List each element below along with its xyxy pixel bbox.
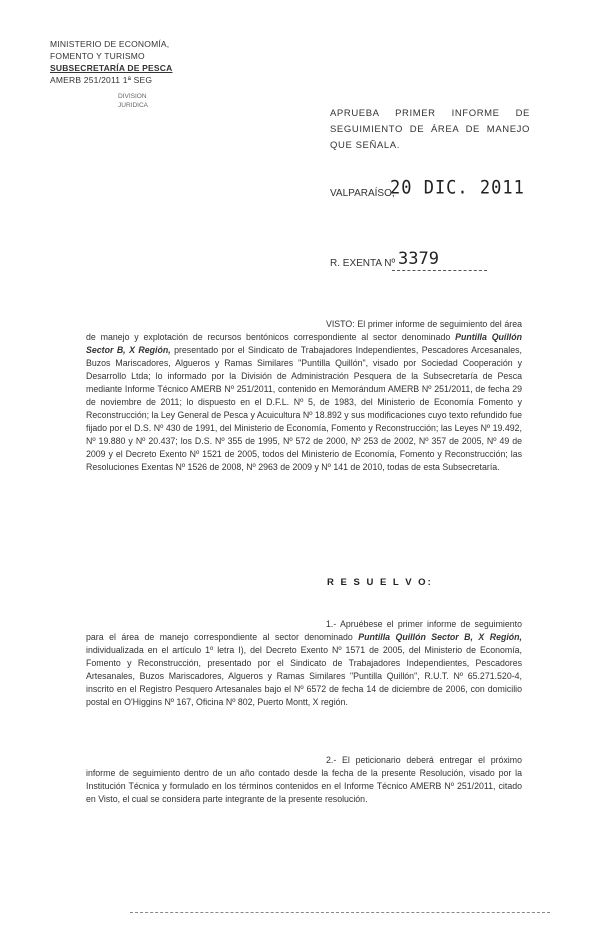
letterhead-ministry-2: FOMENTO Y TURISMO (50, 51, 145, 61)
date-stamp: 20 DIC. 2011 (390, 177, 525, 199)
item-1-text-1: 1.- Apruébese el primer informe de seguimiento para el área de manejo correspondiente al sector denominado (86, 619, 522, 642)
item-1-paragraph (86, 618, 522, 709)
division-stamp (118, 92, 170, 110)
item-2-text: 2.- El peticionario deberá entregar el próximo informe de seguimiento dentro de un año contado desde la fecha de la presente Resolución, visado por la Institución Técnica y formulado en los términos contenidos en el Informe Técnico AMERB Nº 251/2011, citado en Visto, el cual se considera parte integrante de la presente resolución. (86, 755, 522, 804)
visto-sector: Puntilla Quillón Sector B, X Región, (86, 332, 522, 355)
exenta-label: R. EXENTA Nº (330, 258, 396, 269)
letterhead (50, 38, 172, 86)
stamp-line-1: DIVISION (118, 93, 147, 100)
letterhead-reference: AMERB 251/2011 1ª SEG (50, 75, 153, 85)
exenta-number: 3379 (398, 249, 439, 269)
letterhead-ministry: MINISTERIO DE ECONOMÍA, (50, 39, 170, 49)
place-label: VALPARAÍSO, (330, 188, 395, 199)
exenta-underline (392, 270, 487, 271)
visto-paragraph (86, 318, 522, 474)
visto-text-2: presentado por el Sindicato de Trabajadores Independientes, Pescadores Arcesanales, Buzos Mariscadores, Algueros y Ramas Similares "Puntilla Quillón", visado por Sociedad Cooperación y Desarrollo Ltda; lo informado por la División de Administración Pesquera de la Subsecretaría de Pesca mediante Informe Técnico AMERB Nº 251/2011, contenido en Memorándum AMERB Nº 251/2011, de fecha 29 de noviembre de 2011; lo dispuesto en el D.F.L. Nº 5, de 1983, del Ministerio de Economía Fomento y Reconstrucción; la Ley General de Pesca y Acuicultura Nº 18.892 y sus modificaciones cuyo texto refundido fue fijado por el D.S. Nº 430 de 1991, del Ministerio de Economía, Fomento y Reconstrucción; las Leyes Nº 19.492, Nº 19.880 y Nº 20.437; los D.S. Nº 355 de 1995, Nº 572 de 2000, Nº 253 de 2002, Nº 357 de 2005, Nº 49 de 2009 y el Decreto Exento Nº 1521 de 2005, todos del Ministerio de Economía, Fomento y Reconstrucción; las Resoluciones Exentas Nº 1526 de 2008, Nº 2963 de 2009 y Nº 141 de 2010, todas de esta Subsecretaría. (86, 345, 522, 472)
item-1-text-2: individualizada en el artículo 1º letra I), del Decreto Exento Nº 1571 de 2005, del Ministerio de Economía, Fomento y Reconstrucción, presentado por el Sindicato de Trabajadores Independientes, Pescadores Artesanales, Buzos Mariscadores, Algueros y Ramas Similares "Puntilla Quillón", R.U.T. Nº 65.271.520-4, inscrito en el Registro Pesquero Artesanales bajo el Nº 6572 de fecha 14 de diciembre de 2006, con domicilio postal en O'Higgins Nº 167, Oficina Nº 802, Puerto Montt, X región. (86, 645, 522, 707)
footer-dashed-line (130, 912, 550, 913)
item-2-paragraph (86, 754, 522, 806)
letterhead-subsecretaria: SUBSECRETARÍA DE PESCA (50, 63, 173, 73)
stamp-line-2: JURIDICA (118, 102, 148, 109)
resuelvo-heading: R E S U E L V O: (327, 577, 433, 588)
visto-text-1: VISTO: El primer informe de seguimiento del área de manejo y explotación de recursos bentónicos correspondiente al sector denominado (86, 319, 522, 342)
document-subject: APRUEBA PRIMER INFORME DE SEGUIMIENTO DE ÁREA DE MANEJO QUE SEÑALA. (330, 108, 530, 151)
item-1-sector: Puntilla Quillón Sector B, X Región, (358, 632, 523, 642)
